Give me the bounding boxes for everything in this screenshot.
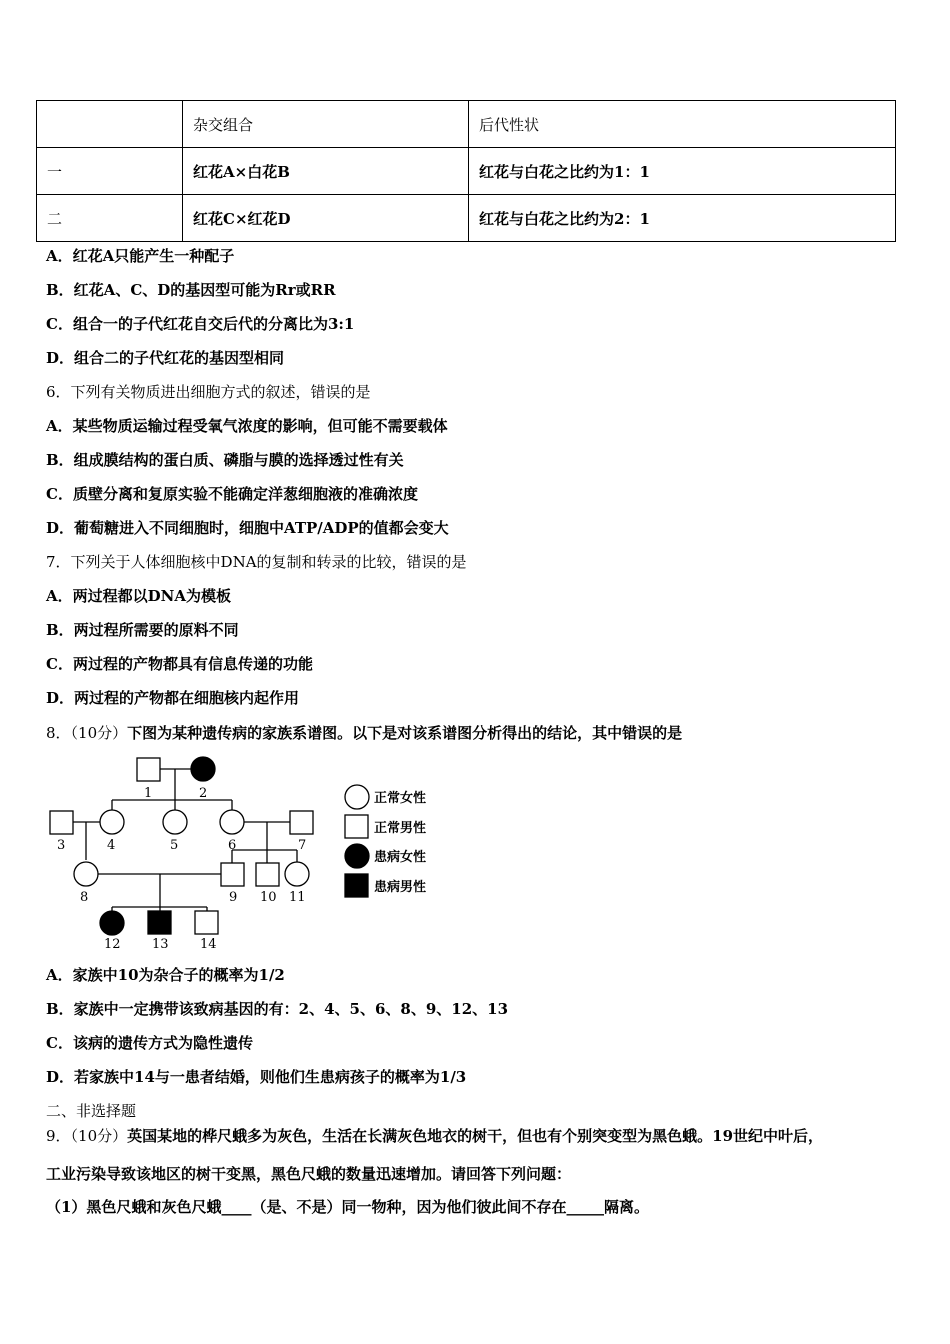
legend-label: 患病女性 xyxy=(374,850,427,865)
pedigree-9-normal-male xyxy=(221,863,244,886)
legend-label: 正常女性 xyxy=(374,791,427,806)
table-cell: 红花C×红花D xyxy=(183,195,469,242)
q7-stem: 7．下列关于人体细胞核中DNA的复制和转录的比较，错误的是 xyxy=(46,553,467,571)
q5-option-d: D．组合二的子代红花的基因型相同 xyxy=(46,349,285,367)
pedigree-label: 7 xyxy=(298,838,307,853)
q7-option-a: A．两过程都以DNA为模板 xyxy=(46,587,231,605)
q5-option-a: A．红花A只能产生一种配子 xyxy=(46,247,235,265)
pedigree-11-normal-female xyxy=(285,862,309,886)
pedigree-label: 4 xyxy=(107,838,116,853)
pedigree-label: 12 xyxy=(104,937,121,952)
q9-stem-line2: 工业污染导致该地区的树干变黑，黑色尺蛾的数量迅速增加。请回答下列问题： xyxy=(46,1165,572,1183)
q9-stem-line1 xyxy=(46,1126,823,1146)
q7-option-b: B．两过程所需要的原料不同 xyxy=(46,621,239,639)
q9-sub1: （1）黑色尺蛾和灰色尺蛾____（是、不是）同一物种，因为他们彼此间不存在_____隔离。 xyxy=(46,1198,649,1216)
table-cell xyxy=(37,101,183,148)
pedigree-4-normal-female xyxy=(100,810,124,834)
pedigree-label: 13 xyxy=(152,937,169,952)
q5-option-c: C．组合一的子代红花自交后代的分离比为3:1 xyxy=(46,315,355,333)
table-cell: 红花A×白花B xyxy=(183,148,469,195)
q7-option-c: C．两过程的产物都具有信息传递的功能 xyxy=(46,655,313,673)
pedigree-10-normal-male xyxy=(256,863,279,886)
legend-affected-female-icon xyxy=(345,844,369,868)
pedigree-2-affected-female xyxy=(191,757,215,781)
pedigree-5-normal-female xyxy=(163,810,187,834)
section-heading: 二、非选择题 xyxy=(46,1102,137,1120)
pedigree-14-normal-male xyxy=(195,911,218,934)
q6-option-b: B．组成膜结构的蛋白质、磷脂与膜的选择透过性有关 xyxy=(46,451,404,469)
q6-stem: 6．下列有关物质进出细胞方式的叙述，错误的是 xyxy=(46,383,371,401)
pedigree-12-affected-female xyxy=(100,911,124,935)
pedigree-label: 14 xyxy=(200,937,217,952)
q8-stem-body: 下图为某种遗传病的家族系谱图。以下是对该系谱图分析得出的结论，其中错误的是 xyxy=(127,724,683,742)
legend-label: 患病男性 xyxy=(374,880,427,895)
q8-option-a: A．家族中10为杂合子的概率为1/2 xyxy=(46,966,285,984)
pedigree-8-normal-female xyxy=(74,862,98,886)
table-header-row xyxy=(37,101,896,148)
q7-option-d: D．两过程的产物都在细胞核内起作用 xyxy=(46,689,300,707)
table-cell: 后代性状 xyxy=(469,101,896,148)
pedigree-6-normal-female xyxy=(220,810,244,834)
pedigree-label: 11 xyxy=(289,890,306,905)
table-row xyxy=(37,195,896,242)
q6-option-c: C．质壁分离和复原实验不能确定洋葱细胞液的准确浓度 xyxy=(46,485,418,503)
pedigree-1-normal-male xyxy=(137,758,160,781)
pedigree-label: 5 xyxy=(170,838,179,853)
table-cell: 杂交组合 xyxy=(183,101,469,148)
pedigree-label: 10 xyxy=(260,890,277,905)
q8-stem xyxy=(46,723,682,743)
pedigree-chart xyxy=(40,752,450,952)
pedigree-13-affected-male xyxy=(148,911,171,934)
table-cell: 二 xyxy=(37,195,183,242)
q8-option-d: D．若家族中14与一患者结婚，则他们生患病孩子的概率为1/3 xyxy=(46,1068,467,1086)
q8-option-b: B．家族中一定携带该致病基因的有：2、4、5、6、8、9、12、13 xyxy=(46,1000,509,1018)
legend-affected-male-icon xyxy=(345,874,368,897)
table-cell: 红花与白花之比约为1：1 xyxy=(469,148,896,195)
q6-option-d: D．葡萄糖进入不同细胞时，细胞中ATP/ADP的值都会变大 xyxy=(46,519,449,537)
q5-option-b: B．红花A、C、D的基因型可能为Rr或RR xyxy=(46,281,336,299)
table-cell: 红花与白花之比约为2：1 xyxy=(469,195,896,242)
q8-stem-prefix: 8．（10分） xyxy=(46,724,128,742)
pedigree-label: 3 xyxy=(57,838,66,853)
q9-prefix: 9．（10分） xyxy=(46,1127,128,1145)
pedigree-label: 2 xyxy=(199,786,208,801)
legend-normal-male-icon xyxy=(345,815,368,838)
q6-option-a: A．某些物质运输过程受氧气浓度的影响，但可能不需要载体 xyxy=(46,417,448,435)
pedigree-label: 8 xyxy=(80,890,89,905)
pedigree-7-normal-male xyxy=(290,811,313,834)
q9-line1-text: 英国某地的桦尺蛾多为灰色，生活在长满灰色地衣的树干，但也有个别突变型为黑色蛾。19世纪中叶后， xyxy=(127,1127,824,1145)
table-row xyxy=(37,148,896,195)
legend-label: 正常男性 xyxy=(374,821,427,836)
legend-normal-female-icon xyxy=(345,785,369,809)
q8-option-c: C．该病的遗传方式为隐性遗传 xyxy=(46,1034,253,1052)
pedigree-3-normal-male xyxy=(50,811,73,834)
pedigree-label: 6 xyxy=(228,838,237,853)
pedigree-label: 1 xyxy=(144,786,153,801)
table-cell: 一 xyxy=(37,148,183,195)
cross-table xyxy=(36,100,896,242)
pedigree-label: 9 xyxy=(229,890,238,905)
